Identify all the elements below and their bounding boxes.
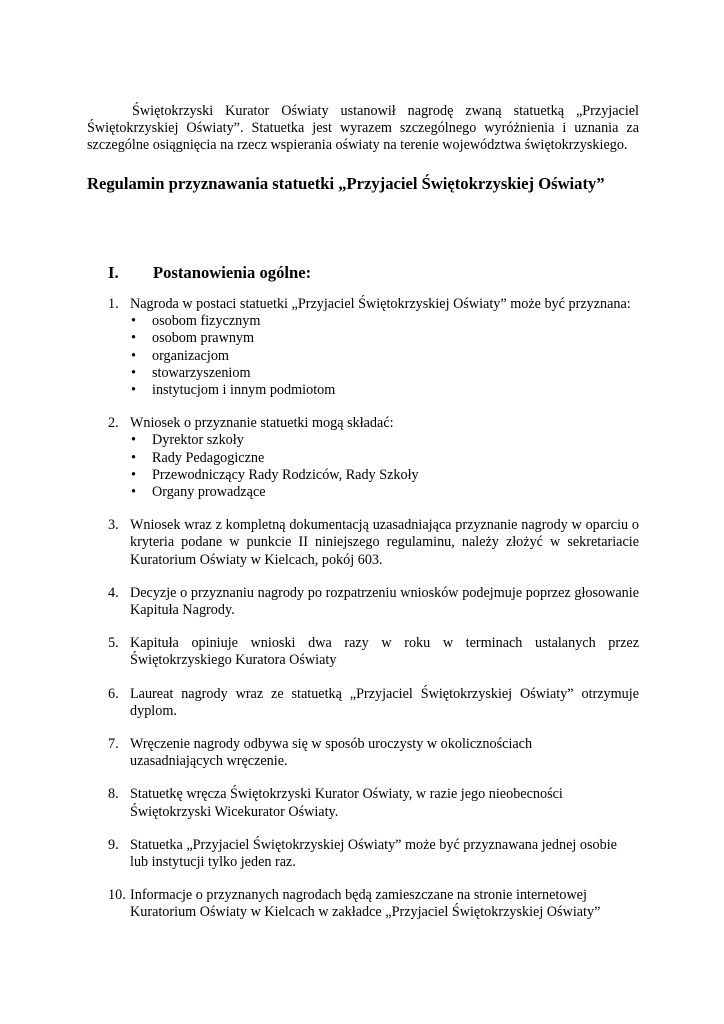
- sub-item-text: Rady Pedagogiczne: [152, 449, 265, 466]
- sub-list-item: [130, 313, 639, 330]
- list-item: [108, 517, 639, 569]
- item-text-line: uzasadniających wręczenie.: [130, 753, 288, 770]
- item-text-line: Statuetka „Przyjaciel Świętokrzyskiej Oświaty” może być przyznawana jednej osobie: [130, 836, 617, 853]
- item-text: Laureat nagrody wraz ze statuetką „Przyjaciel Świętokrzyskiej Oświaty” otrzymuje dyplom.: [130, 685, 639, 719]
- sub-list: [130, 313, 639, 399]
- sub-list-item: [130, 382, 639, 399]
- item-number: 3.: [108, 517, 119, 534]
- list-item: [108, 686, 639, 720]
- item-text-line: lub instytucji tylko jeden raz.: [130, 854, 296, 871]
- bullet-icon: •: [131, 484, 136, 501]
- bullet-icon: •: [131, 330, 136, 347]
- item-text-line: Informacje o przyznanych nagrodach będą zamieszczane na stronie internetowej: [130, 887, 587, 904]
- item-text: Decyzje o przyznaniu nagrody po rozpatrzeniu wniosków podejmuje poprzez głosowanie Kapituła Nagrody.: [130, 584, 639, 619]
- list-item: [108, 635, 639, 669]
- list-item: [108, 837, 639, 871]
- item-number: 1.: [108, 296, 119, 312]
- sub-list-item: [130, 484, 639, 501]
- bullet-icon: •: [131, 313, 136, 330]
- sub-list-item: [130, 467, 639, 484]
- item-number: 2.: [108, 415, 119, 432]
- sub-item-text: Organy prowadzące: [152, 484, 266, 501]
- list-item: [108, 887, 639, 921]
- bullet-icon: •: [131, 449, 136, 466]
- bullet-icon: •: [131, 382, 136, 399]
- sub-item-text: osobom fizycznym: [152, 313, 261, 330]
- intro-text: Świętokrzyski Kurator Oświaty ustanowił nagrodę zwaną statuetką „Przyjaciel Świętokrzyskiej Oświaty”. Statuetka jest wyrazem szczególnego wyróżnienia i uznania za szczególne osiągnięcia na rzecz wspierania oświaty na terenie województwa świętokrzyskiego.: [87, 103, 639, 154]
- document-title: Regulamin przyznawania statuetki „Przyjaciel Świętokrzyskiej Oświaty”: [87, 173, 605, 193]
- item-text-line: Świętokrzyski Wicekurator Oświaty.: [130, 803, 339, 820]
- rules-list: [108, 296, 639, 938]
- item-number: 7.: [108, 736, 119, 753]
- list-item: [108, 585, 639, 619]
- sub-list-item: [130, 348, 639, 365]
- document-page: [87, 103, 639, 194]
- item-number: 4.: [108, 584, 119, 601]
- sub-list-item: [130, 330, 639, 347]
- sub-list-item: [130, 365, 639, 382]
- item-text-line: Statuetkę wręcza Świętokrzyski Kurator Oświaty, w razie jego nieobecności: [130, 786, 563, 803]
- item-text: Wniosek wraz z kompletną dokumentacją uzasadniająca przyznanie nagrody w oparciu o kryteria podane w punkcie II niniejszego regulaminu, należy złożyć w sekretariacie Kuratorium Oświaty w Kielcach, pokój 603.: [130, 517, 639, 568]
- sub-item-text: stowarzyszeniom: [152, 364, 251, 381]
- sub-item-text: Przewodniczący Rady Rodziców, Rady Szkoły: [152, 466, 419, 483]
- sub-list: [130, 432, 639, 501]
- item-number: 6.: [108, 685, 119, 702]
- sub-item-text: instytucjom i innym podmiotom: [152, 382, 336, 399]
- sub-list-item: [130, 450, 639, 467]
- section-number: I.: [108, 263, 119, 282]
- sub-item-text: organizacjom: [152, 347, 229, 364]
- list-item: [108, 296, 639, 399]
- item-text-line: Wręczenie nagrody odbywa się w sposób uroczysty w okolicznościach: [130, 736, 533, 753]
- item-number: 5.: [108, 635, 119, 652]
- item-number: 8.: [108, 786, 119, 803]
- sub-list-item: [130, 432, 639, 449]
- sub-item-text: Dyrektor szkoły: [152, 432, 244, 449]
- section-title: Postanowienia ogólne:: [153, 263, 312, 282]
- item-text: Kapituła opiniuje wnioski dwa razy w roku w terminach ustalanych przez Świętokrzyskiego Kuratora Oświaty: [130, 635, 639, 669]
- list-item: [108, 736, 639, 770]
- list-item: [108, 786, 639, 820]
- bullet-icon: •: [131, 432, 136, 449]
- sub-item-text: osobom prawnym: [152, 330, 255, 347]
- bullet-icon: •: [131, 466, 136, 483]
- item-text: Nagroda w postaci statuetki „Przyjaciel Świętokrzyskiej Oświaty” może być przyznana:: [130, 296, 631, 312]
- bullet-icon: •: [131, 364, 136, 381]
- section-heading: [108, 263, 311, 283]
- item-number: 10.: [108, 887, 126, 904]
- bullet-icon: •: [131, 347, 136, 364]
- intro-paragraph: [87, 103, 639, 155]
- item-number: 9.: [108, 836, 119, 853]
- item-text: Wniosek o przyznanie statuetki mogą składać:: [130, 415, 394, 432]
- item-text-line: Kuratorium Oświaty w Kielcach w zakładce „Przyjaciel Świętokrzyskiej Oświaty”: [130, 904, 601, 921]
- list-item: [108, 415, 639, 501]
